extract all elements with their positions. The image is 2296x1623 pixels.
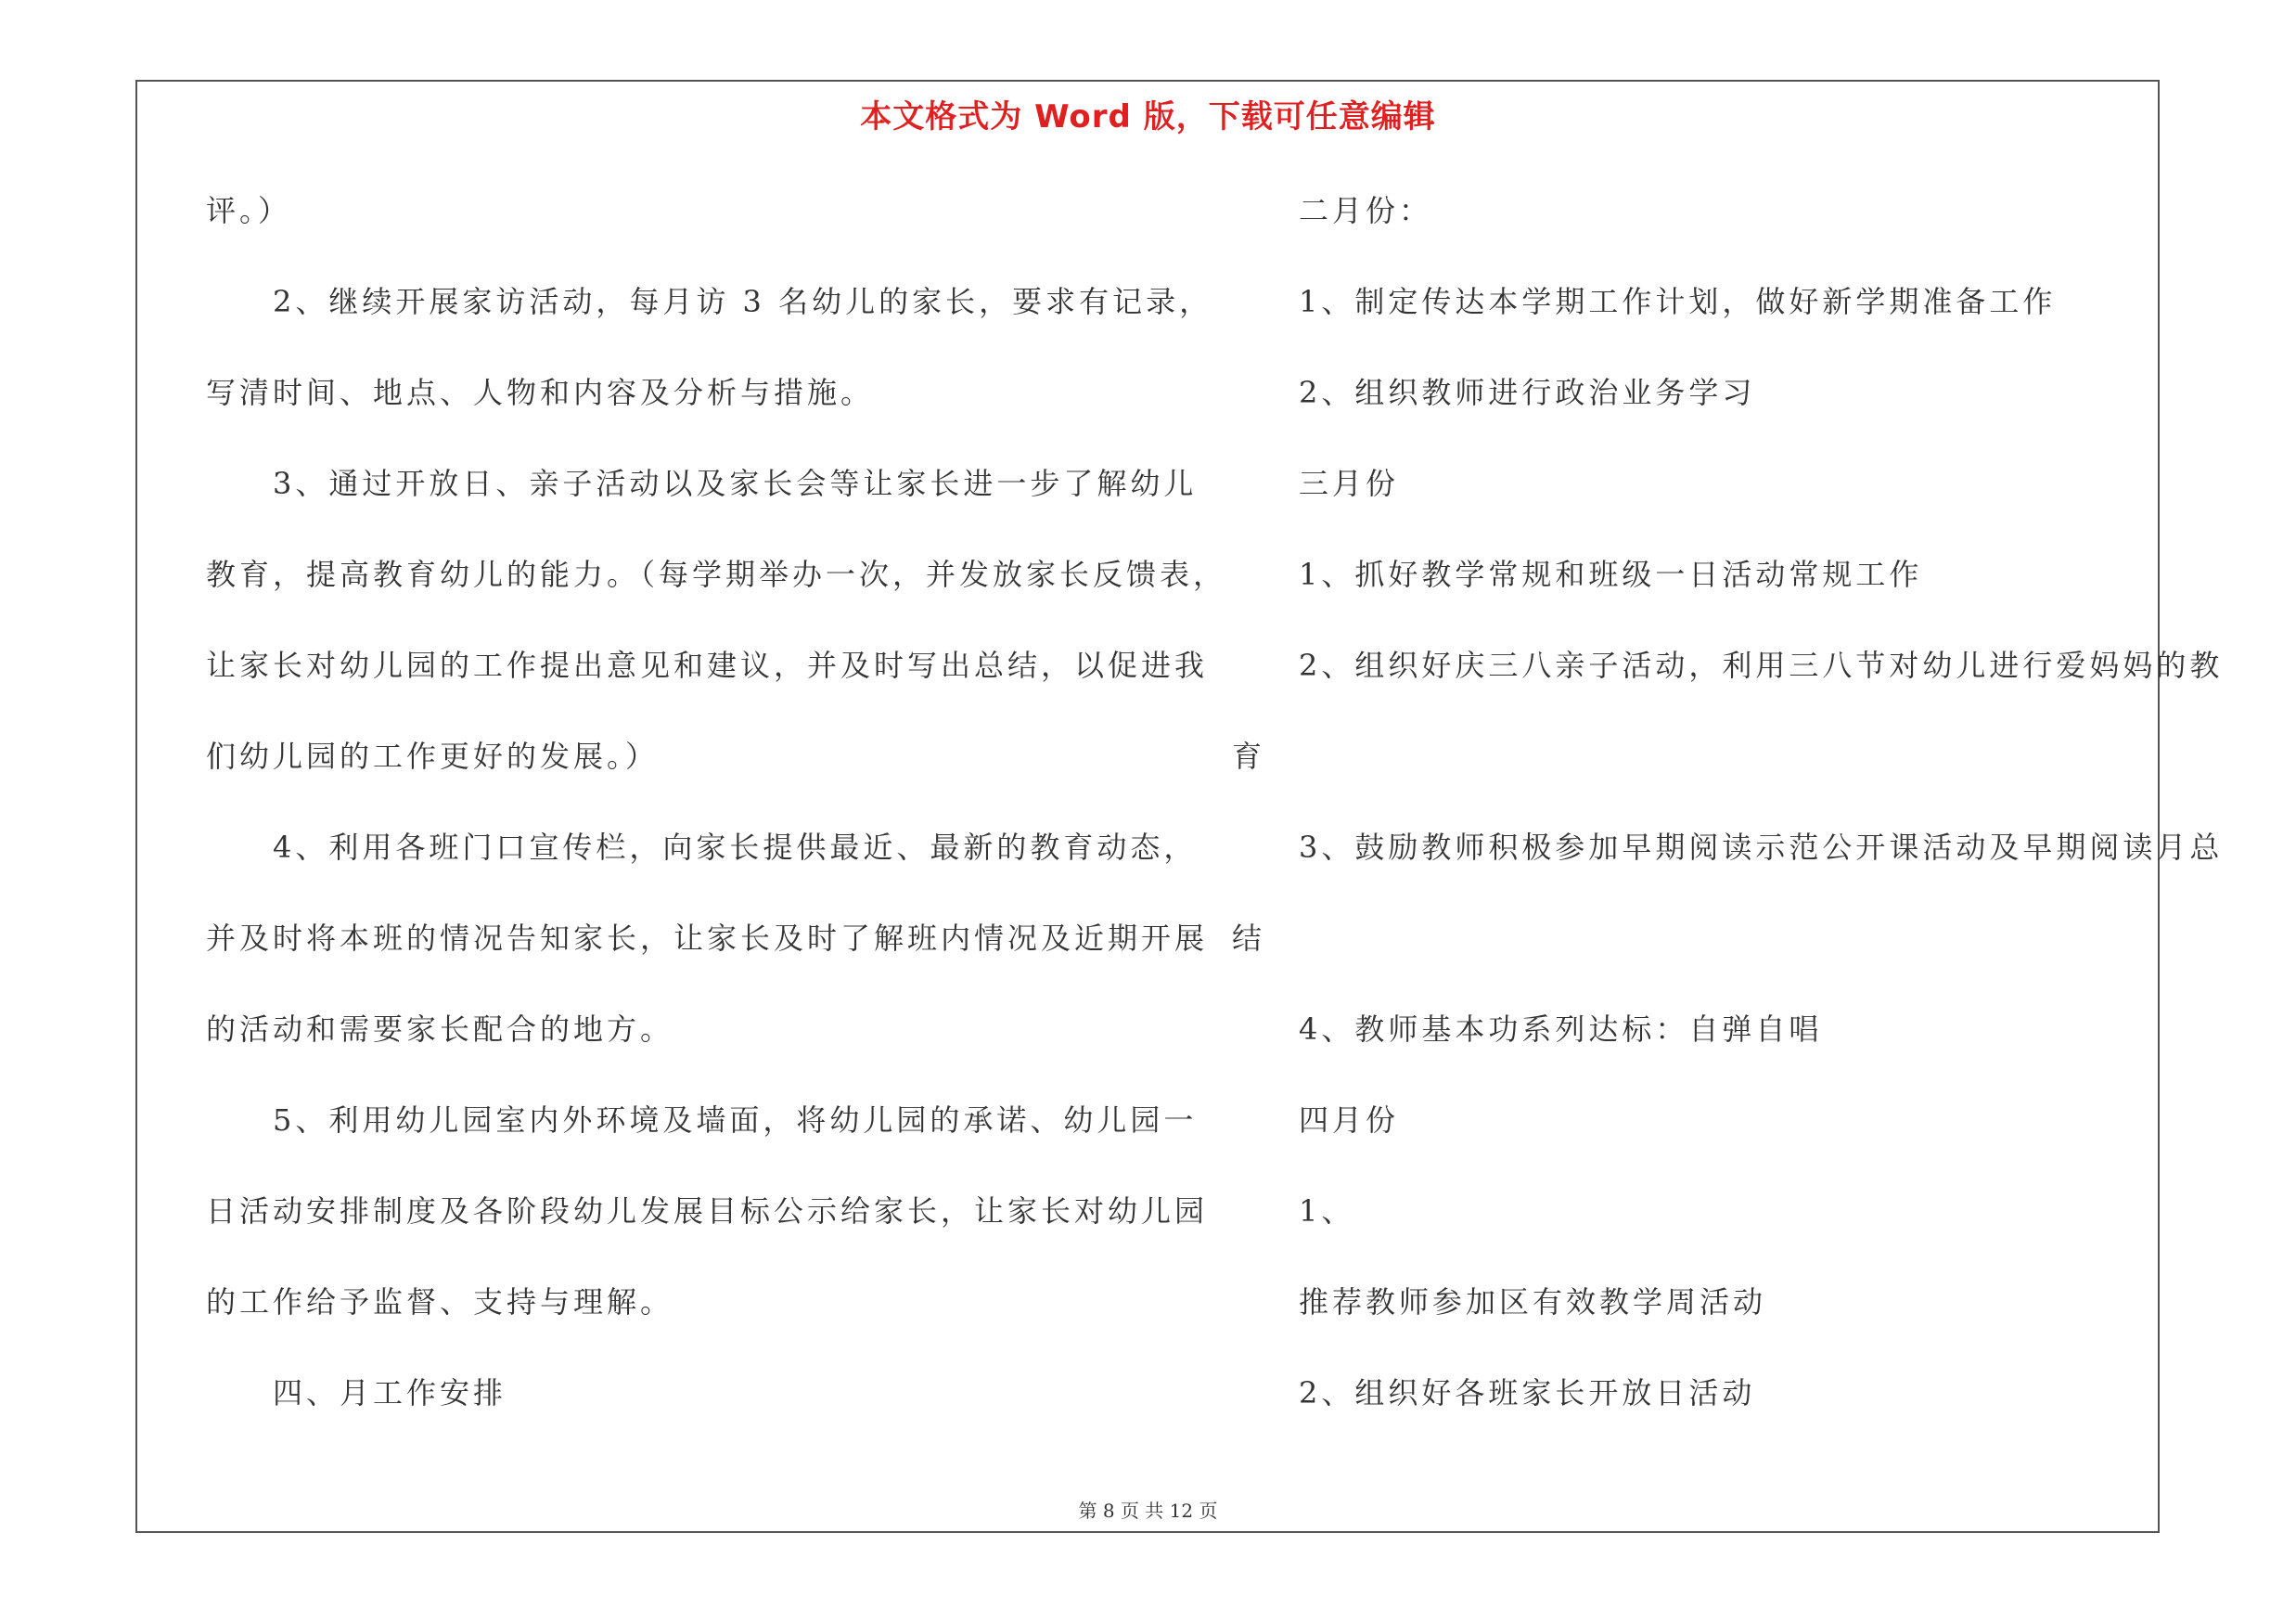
paragraph-line: 2、继续开展家访活动，每月访 3 名幼儿的家长，要求有记录， — [206, 284, 1213, 319]
paragraph-line: 1、 — [1232, 1193, 1355, 1229]
paragraph-line: 教育，提高教育幼儿的能力。（每学期举办一次，并发放家长反馈表， — [206, 557, 1227, 592]
paragraph-line: 1、制定传达本学期工作计划，做好新学期准备工作 — [1232, 284, 2057, 319]
paragraph-line: 5、利用幼儿园室内外环境及墙面，将幼儿园的承诺、幼儿园一 — [206, 1102, 1198, 1138]
paragraph-line: 3、鼓励教师积极参加早期阅读示范公开课活动及早期阅读月总 — [1232, 830, 2224, 865]
paragraph-line: 3、通过开放日、亲子活动以及家长会等让家长进一步了解幼儿 — [206, 466, 1198, 501]
paragraph-line: 的活动和需要家长配合的地方。 — [206, 1011, 674, 1047]
section-heading: 四、月工作安排 — [206, 1375, 507, 1410]
paragraph-line: 评。） — [206, 193, 292, 228]
paragraph-line: 让家长对幼儿园的工作提出意见和建议，并及时写出总结，以促进我 — [206, 648, 1209, 683]
paragraph-line: 育 — [1232, 739, 1266, 774]
format-notice-banner: 本文格式为 Word 版，下载可任意编辑 — [860, 98, 1436, 135]
paragraph-line: 推荐教师参加区有效教学周活动 — [1232, 1284, 1767, 1320]
month-heading: 三月份 — [1232, 466, 1400, 501]
paragraph-line: 们幼儿园的工作更好的发展。） — [206, 739, 660, 774]
paragraph-line: 结 — [1232, 921, 1266, 956]
paragraph-line: 并及时将本班的情况告知家长，让家长及时了解班内情况及近期开展 — [206, 921, 1209, 956]
paragraph-line: 2、组织教师进行政治业务学习 — [1232, 375, 1756, 410]
paragraph-line: 4、利用各班门口宣传栏，向家长提供最近、最新的教育动态， — [206, 830, 1198, 865]
paragraph-line: 日活动安排制度及各阶段幼儿发展目标公示给家长，让家长对幼儿园 — [206, 1193, 1209, 1229]
paragraph-line: 的工作给予监督、支持与理解。 — [206, 1284, 674, 1320]
paragraph-line: 1、抓好教学常规和班级一日活动常规工作 — [1232, 557, 1923, 592]
paragraph-line: 写清时间、地点、人物和内容及分析与措施。 — [206, 375, 875, 410]
paragraph-line: 2、组织好各班家长开放日活动 — [1232, 1375, 1756, 1410]
paragraph-line: 2、组织好庆三八亲子活动，利用三八节对幼儿进行爱妈妈的教 — [1232, 648, 2224, 683]
month-heading: 二月份： — [1232, 193, 1433, 228]
month-heading: 四月份 — [1232, 1102, 1400, 1138]
page-number-footer: 第 8 页 共 12 页 — [1078, 1500, 1218, 1522]
paragraph-line: 4、教师基本功系列达标：自弹自唱 — [1232, 1011, 1823, 1047]
